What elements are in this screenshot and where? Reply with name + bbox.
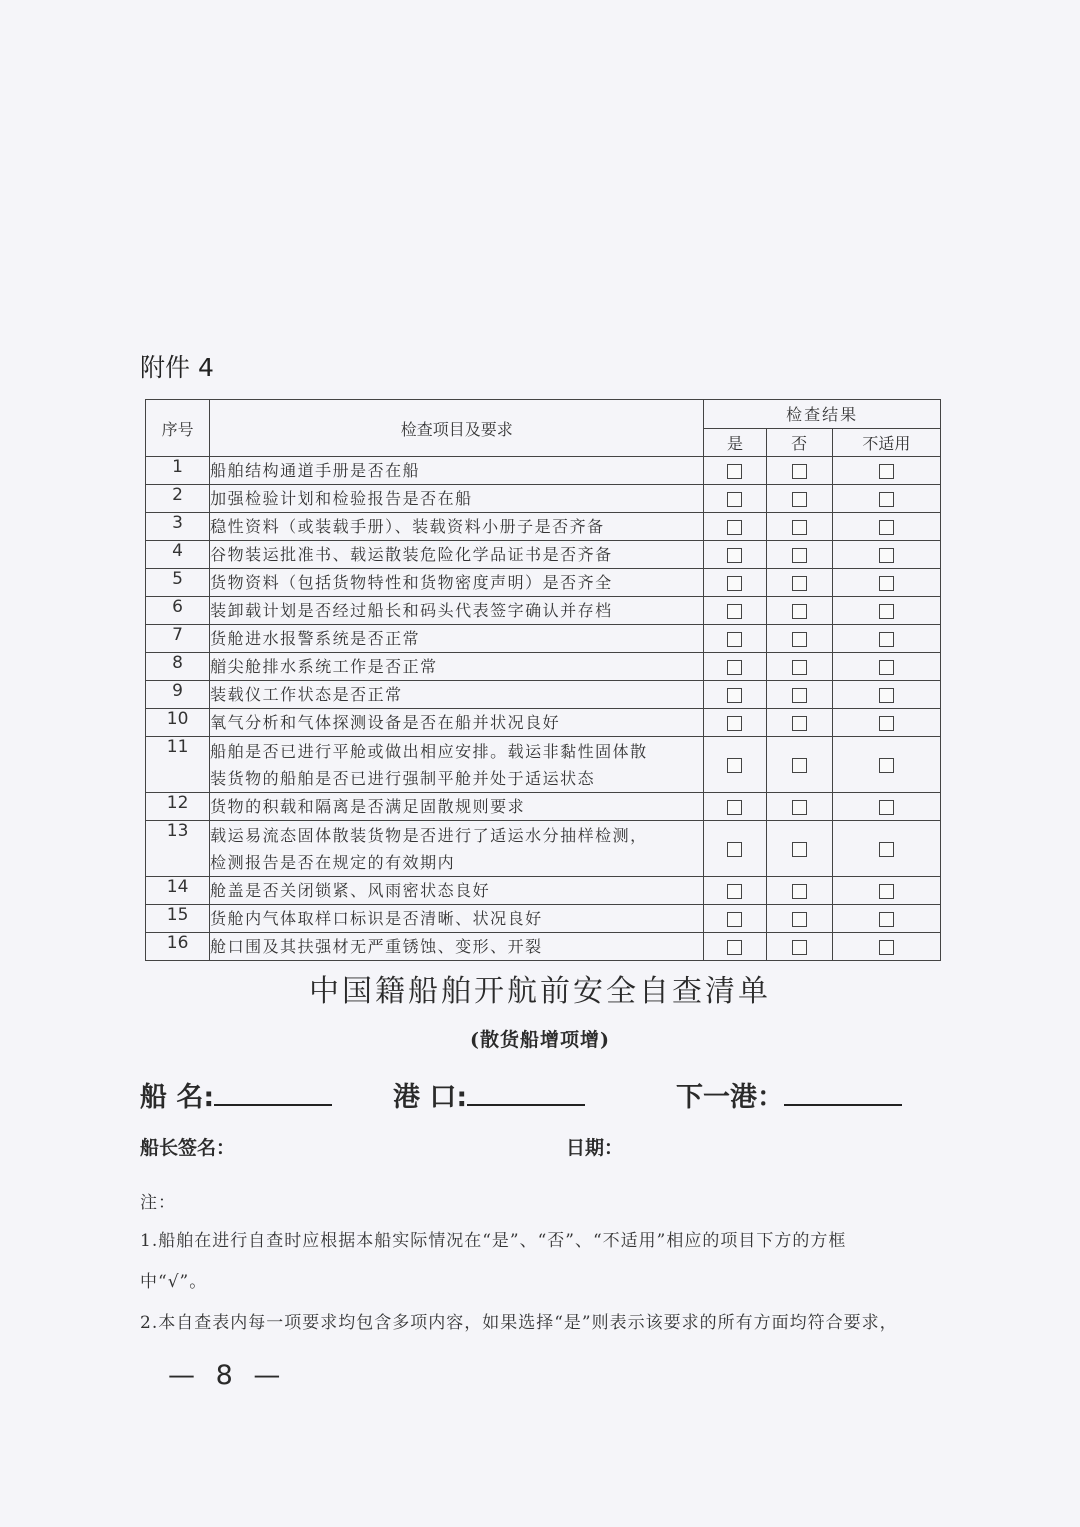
cell-na bbox=[832, 625, 940, 653]
table-row bbox=[146, 653, 941, 681]
cell-no bbox=[766, 877, 832, 905]
cell-yes bbox=[704, 541, 766, 569]
next-port-field bbox=[676, 1075, 902, 1114]
requirement-line: 舱盖是否关闭锁紧、风雨密状态良好 bbox=[210, 881, 491, 900]
cell-na bbox=[832, 709, 940, 737]
cell-no bbox=[766, 541, 832, 569]
cell-na bbox=[832, 905, 940, 933]
cell-na bbox=[832, 513, 940, 541]
na-checkbox[interactable] bbox=[879, 884, 894, 899]
row-requirement bbox=[210, 933, 704, 961]
cell-na bbox=[832, 541, 940, 569]
requirement-line: 氧气分析和气体探测设备是否在船并状况良好 bbox=[210, 713, 561, 732]
na-checkbox[interactable] bbox=[879, 548, 894, 563]
requirement-line: 货物资料（包括货物特性和货物密度声明）是否齐全 bbox=[210, 573, 613, 592]
cell-na bbox=[832, 877, 940, 905]
row-requirement bbox=[210, 457, 704, 485]
na-checkbox[interactable] bbox=[879, 660, 894, 675]
captain-signature-label: 船长签名： bbox=[140, 1137, 236, 1159]
yes-checkbox[interactable] bbox=[727, 604, 742, 619]
yes-checkbox[interactable] bbox=[727, 716, 742, 731]
na-checkbox[interactable] bbox=[879, 842, 894, 857]
cell-na bbox=[832, 597, 940, 625]
checklist-rows bbox=[146, 457, 941, 961]
table-row bbox=[146, 485, 941, 513]
na-checkbox[interactable] bbox=[879, 520, 894, 535]
no-checkbox[interactable] bbox=[792, 492, 807, 507]
no-checkbox[interactable] bbox=[792, 660, 807, 675]
row-number: 9 bbox=[146, 681, 210, 709]
requirement-line: 加强检验计划和检验报告是否在船 bbox=[210, 489, 473, 508]
row-number: 1 bbox=[146, 457, 210, 485]
no-checkbox[interactable] bbox=[792, 576, 807, 591]
attachment-label: 附件 4 bbox=[140, 353, 214, 382]
header-item: 检查项目及要求 bbox=[210, 400, 704, 457]
cell-yes bbox=[704, 569, 766, 597]
page-number: — 8 — bbox=[168, 1360, 281, 1391]
table-row bbox=[146, 541, 941, 569]
ship-name-line[interactable] bbox=[214, 1078, 332, 1106]
note-1-line-1: 1.船舶在进行自查时应根据本船实际情况在“是”、“否”、“不适用”相应的项目下方的方框 bbox=[140, 1231, 847, 1251]
row-number: 3 bbox=[146, 513, 210, 541]
no-checkbox[interactable] bbox=[792, 464, 807, 479]
note-2-line-1: 2.本自查表内每一项要求均包含多项内容，如果选择“是”则表示该要求的所有方面均符合要求， bbox=[140, 1313, 898, 1333]
cell-na bbox=[832, 737, 940, 793]
requirement-line: 谷物装运批准书、载运散装危险化学品证书是否齐备 bbox=[210, 545, 613, 564]
header-na: 不适用 bbox=[832, 428, 940, 457]
next-port-label: 下一港： bbox=[676, 1082, 784, 1113]
cell-na bbox=[832, 653, 940, 681]
cell-no bbox=[766, 513, 832, 541]
table-row bbox=[146, 681, 941, 709]
row-number: 14 bbox=[146, 877, 210, 905]
row-number: 16 bbox=[146, 933, 210, 961]
cell-yes bbox=[704, 933, 766, 961]
header-number: 序号 bbox=[146, 400, 210, 457]
requirement-line: 船舶是否已进行平舱或做出相应安排。载运非黏性固体散 bbox=[210, 741, 648, 761]
cell-yes bbox=[704, 737, 766, 793]
row-requirement bbox=[210, 485, 704, 513]
table-row bbox=[146, 709, 941, 737]
cell-yes bbox=[704, 793, 766, 821]
row-requirement bbox=[210, 681, 704, 709]
cell-yes bbox=[704, 485, 766, 513]
table-row bbox=[146, 457, 941, 485]
header-result: 检查结果 bbox=[704, 400, 941, 429]
row-number: 4 bbox=[146, 541, 210, 569]
cell-no bbox=[766, 933, 832, 961]
notes-heading: 注： bbox=[140, 1193, 176, 1213]
table-row bbox=[146, 933, 941, 961]
next-port-line[interactable] bbox=[784, 1078, 902, 1106]
na-checkbox[interactable] bbox=[879, 632, 894, 647]
row-number: 2 bbox=[146, 485, 210, 513]
port-line[interactable] bbox=[467, 1078, 585, 1106]
table-row bbox=[146, 513, 941, 541]
requirement-line: 装载仪工作状态是否正常 bbox=[210, 685, 403, 704]
table-row bbox=[146, 821, 941, 877]
no-checkbox[interactable] bbox=[792, 912, 807, 927]
date-label: 日期： bbox=[566, 1137, 624, 1159]
requirement-line: 检测报告是否在规定的有效期内 bbox=[210, 852, 456, 872]
table-row bbox=[146, 597, 941, 625]
port-field bbox=[393, 1075, 585, 1114]
na-checkbox[interactable] bbox=[879, 604, 894, 619]
document-title: 中国籍船舶开航前安全自查清单 bbox=[309, 974, 771, 1009]
port-label: 港 口: bbox=[393, 1082, 468, 1113]
cell-na bbox=[832, 793, 940, 821]
table-row bbox=[146, 793, 941, 821]
yes-checkbox[interactable] bbox=[727, 884, 742, 899]
na-checkbox[interactable] bbox=[879, 688, 894, 703]
row-requirement bbox=[210, 877, 704, 905]
row-requirement bbox=[210, 821, 704, 877]
yes-checkbox[interactable] bbox=[727, 688, 742, 703]
cell-no bbox=[766, 737, 832, 793]
table-row bbox=[146, 737, 941, 793]
cell-na bbox=[832, 821, 940, 877]
yes-checkbox[interactable] bbox=[727, 492, 742, 507]
cell-no bbox=[766, 709, 832, 737]
no-checkbox[interactable] bbox=[792, 940, 807, 955]
requirement-line: 装卸载计划是否经过船长和码头代表签字确认并存档 bbox=[210, 601, 613, 620]
cell-yes bbox=[704, 905, 766, 933]
row-requirement bbox=[210, 541, 704, 569]
table-row bbox=[146, 877, 941, 905]
cell-na bbox=[832, 457, 940, 485]
na-checkbox[interactable] bbox=[879, 758, 894, 773]
cell-no bbox=[766, 821, 832, 877]
no-checkbox[interactable] bbox=[792, 548, 807, 563]
cell-no bbox=[766, 793, 832, 821]
no-checkbox[interactable] bbox=[792, 688, 807, 703]
yes-checkbox[interactable] bbox=[727, 632, 742, 647]
cell-no bbox=[766, 485, 832, 513]
na-checkbox[interactable] bbox=[879, 716, 894, 731]
row-requirement bbox=[210, 569, 704, 597]
no-checkbox[interactable] bbox=[792, 604, 807, 619]
row-number: 6 bbox=[146, 597, 210, 625]
cell-yes bbox=[704, 821, 766, 877]
row-requirement bbox=[210, 709, 704, 737]
ship-name-label: 船 名: bbox=[140, 1082, 215, 1113]
yes-checkbox[interactable] bbox=[727, 800, 742, 815]
row-requirement bbox=[210, 905, 704, 933]
na-checkbox[interactable] bbox=[879, 576, 894, 591]
yes-checkbox[interactable] bbox=[727, 576, 742, 591]
cell-yes bbox=[704, 513, 766, 541]
cell-no bbox=[766, 653, 832, 681]
row-number: 11 bbox=[146, 737, 210, 793]
table-row bbox=[146, 569, 941, 597]
no-checkbox[interactable] bbox=[792, 800, 807, 815]
requirement-line: 载运易流态固体散装货物是否进行了适运水分抽样检测， bbox=[210, 825, 648, 845]
no-checkbox[interactable] bbox=[792, 758, 807, 773]
requirement-line: 货物的积载和隔离是否满足固散规则要求 bbox=[210, 797, 526, 816]
yes-checkbox[interactable] bbox=[727, 842, 742, 857]
yes-checkbox[interactable] bbox=[727, 464, 742, 479]
checklist-table bbox=[145, 399, 941, 961]
row-requirement bbox=[210, 597, 704, 625]
row-requirement bbox=[210, 653, 704, 681]
requirement-line: 装货物的船舶是否已进行强制平舱并处于适运状态 bbox=[210, 768, 596, 788]
requirement-line: 稳性资料（或装载手册）、装载资料小册子是否齐备 bbox=[210, 517, 605, 536]
cell-na bbox=[832, 569, 940, 597]
cell-yes bbox=[704, 457, 766, 485]
no-checkbox[interactable] bbox=[792, 632, 807, 647]
cell-no bbox=[766, 905, 832, 933]
row-number: 15 bbox=[146, 905, 210, 933]
requirement-line: 船舶结构通道手册是否在船 bbox=[210, 461, 421, 480]
row-number: 13 bbox=[146, 821, 210, 877]
cell-yes bbox=[704, 877, 766, 905]
na-checkbox[interactable] bbox=[879, 912, 894, 927]
cell-yes bbox=[704, 681, 766, 709]
header-yes: 是 bbox=[704, 428, 766, 457]
row-number: 5 bbox=[146, 569, 210, 597]
document-subtitle: (散货船增项增) bbox=[470, 1029, 610, 1051]
table-row bbox=[146, 625, 941, 653]
row-requirement bbox=[210, 625, 704, 653]
row-requirement bbox=[210, 793, 704, 821]
requirement-line: 货舱内气体取样口标识是否清晰、状况良好 bbox=[210, 909, 543, 928]
na-checkbox[interactable] bbox=[879, 492, 894, 507]
no-checkbox[interactable] bbox=[792, 716, 807, 731]
yes-checkbox[interactable] bbox=[727, 660, 742, 675]
note-1-line-2: 中“√”。 bbox=[140, 1272, 208, 1292]
no-checkbox[interactable] bbox=[792, 520, 807, 535]
row-number: 10 bbox=[146, 709, 210, 737]
cell-na bbox=[832, 681, 940, 709]
row-requirement bbox=[210, 737, 704, 793]
cell-no bbox=[766, 681, 832, 709]
requirement-line: 货舱进水报警系统是否正常 bbox=[210, 629, 421, 648]
cell-na bbox=[832, 933, 940, 961]
yes-checkbox[interactable] bbox=[727, 912, 742, 927]
cell-no bbox=[766, 457, 832, 485]
header-no: 否 bbox=[766, 428, 832, 457]
requirement-line: 舱口围及其扶强材无严重锈蚀、变形、开裂 bbox=[210, 937, 543, 956]
cell-no bbox=[766, 597, 832, 625]
row-requirement bbox=[210, 513, 704, 541]
table-row bbox=[146, 905, 941, 933]
no-checkbox[interactable] bbox=[792, 884, 807, 899]
na-checkbox[interactable] bbox=[879, 464, 894, 479]
row-number: 8 bbox=[146, 653, 210, 681]
yes-checkbox[interactable] bbox=[727, 940, 742, 955]
cell-yes bbox=[704, 625, 766, 653]
cell-no bbox=[766, 625, 832, 653]
cell-yes bbox=[704, 597, 766, 625]
yes-checkbox[interactable] bbox=[727, 758, 742, 773]
no-checkbox[interactable] bbox=[792, 842, 807, 857]
row-number: 7 bbox=[146, 625, 210, 653]
yes-checkbox[interactable] bbox=[727, 520, 742, 535]
cell-yes bbox=[704, 709, 766, 737]
na-checkbox[interactable] bbox=[879, 800, 894, 815]
ship-name-field bbox=[140, 1075, 332, 1114]
cell-yes bbox=[704, 653, 766, 681]
requirement-line: 艏尖舱排水系统工作是否正常 bbox=[210, 657, 438, 676]
cell-na bbox=[832, 485, 940, 513]
yes-checkbox[interactable] bbox=[727, 548, 742, 563]
cell-no bbox=[766, 569, 832, 597]
row-number: 12 bbox=[146, 793, 210, 821]
na-checkbox[interactable] bbox=[879, 940, 894, 955]
